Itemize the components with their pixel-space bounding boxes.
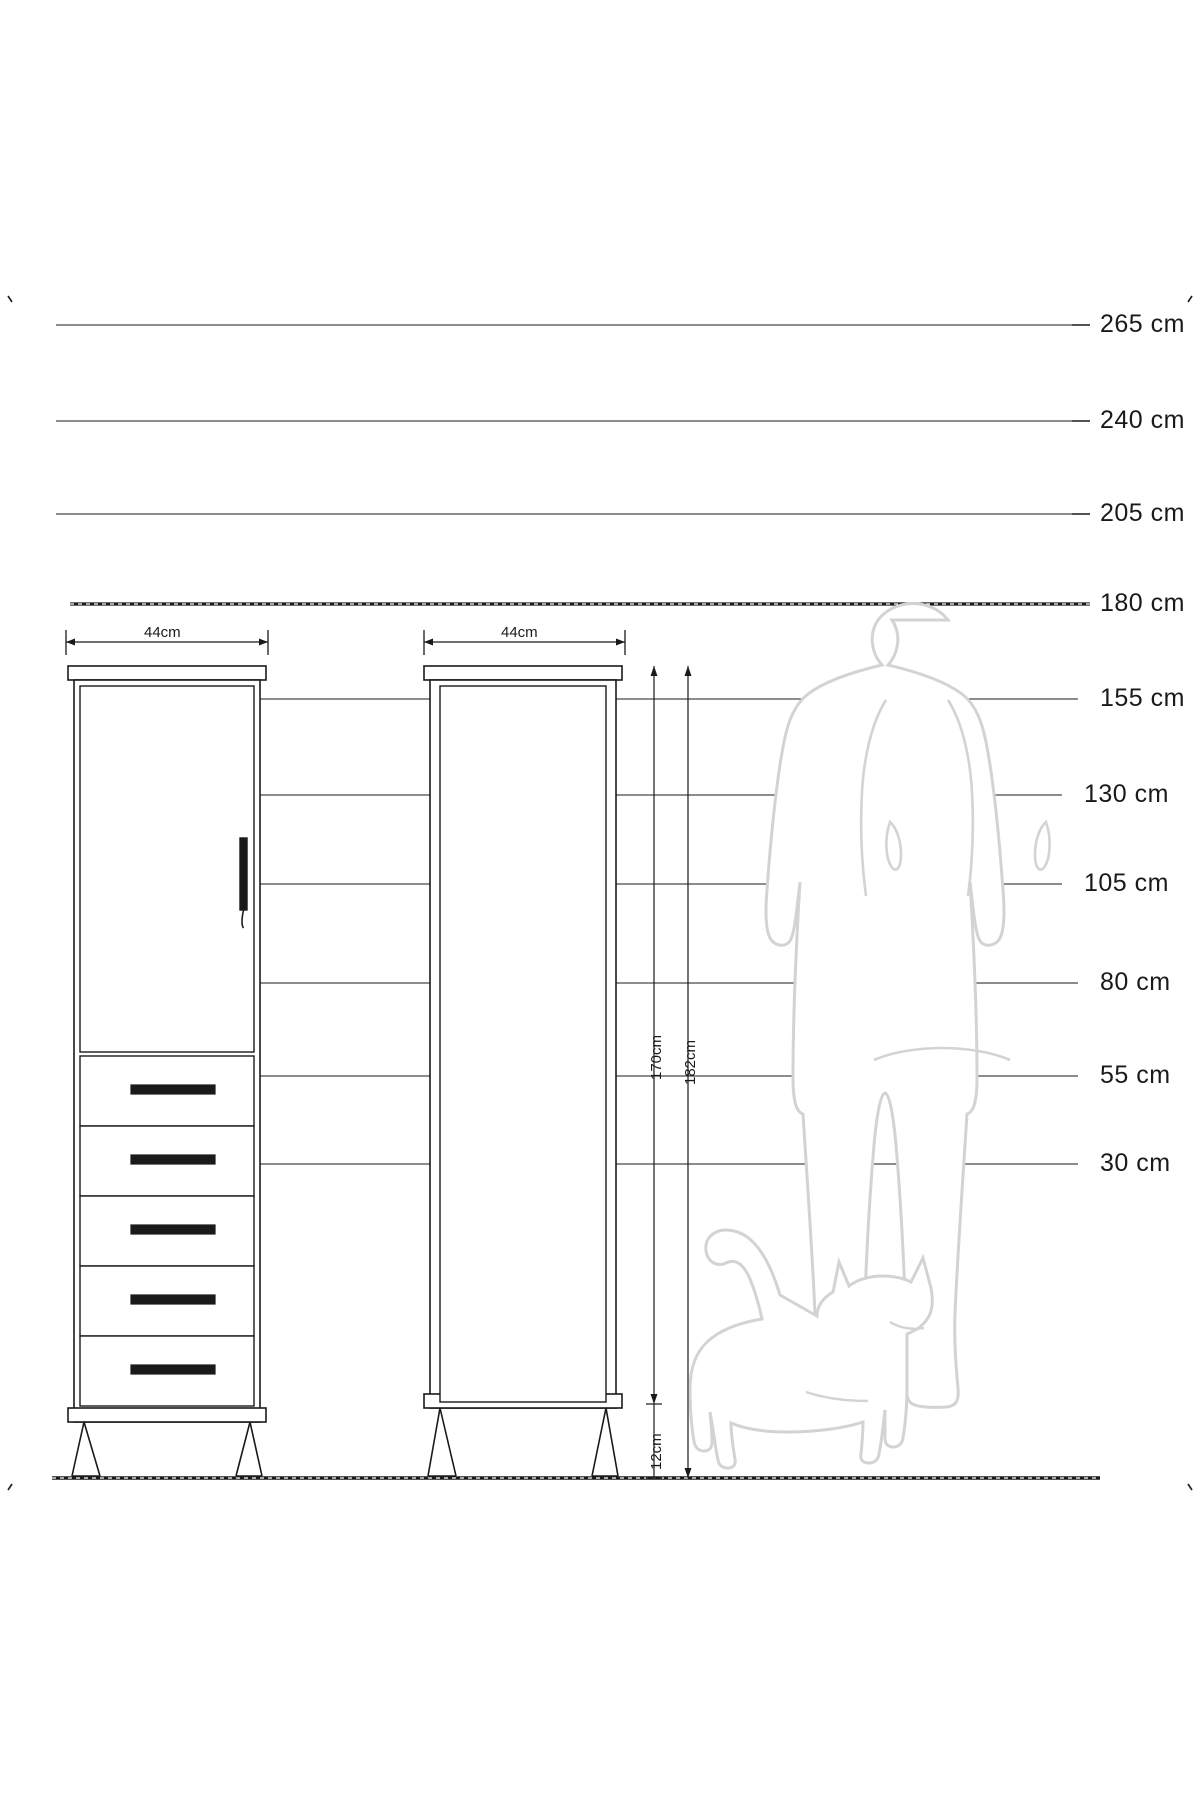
dimension-label-leg-height: 12cm	[648, 1433, 665, 1470]
scale-label-180: 180 cm	[1100, 589, 1185, 617]
dimension-label-left-width: 44cm	[140, 624, 185, 641]
scale-label-105: 105 cm	[1084, 869, 1169, 897]
scale-label-55: 55 cm	[1100, 1061, 1171, 1089]
dimension-label-total-height: 182cm	[682, 1039, 699, 1085]
cabinet-left-drawing	[68, 666, 266, 1422]
cabinet-right-legs	[428, 1408, 618, 1476]
scale-label-265: 265 cm	[1100, 310, 1185, 338]
cabinet-left-legs	[72, 1422, 262, 1476]
dimension-label-unit-height: 170cm	[648, 1034, 665, 1080]
scale-label-130: 130 cm	[1084, 780, 1169, 808]
scale-ruler-ticks-top	[1072, 325, 1090, 514]
scale-label-155: 155 cm	[1100, 684, 1185, 712]
scale-label-80: 80 cm	[1100, 968, 1171, 996]
cabinet-right-drawing	[424, 666, 622, 1408]
dimension-label-right-width: 44cm	[497, 624, 542, 641]
scale-label-30: 30 cm	[1100, 1149, 1171, 1177]
scale-ruler-lines	[56, 325, 1090, 514]
scale-label-205: 205 cm	[1100, 499, 1185, 527]
scale-label-240: 240 cm	[1100, 406, 1185, 434]
